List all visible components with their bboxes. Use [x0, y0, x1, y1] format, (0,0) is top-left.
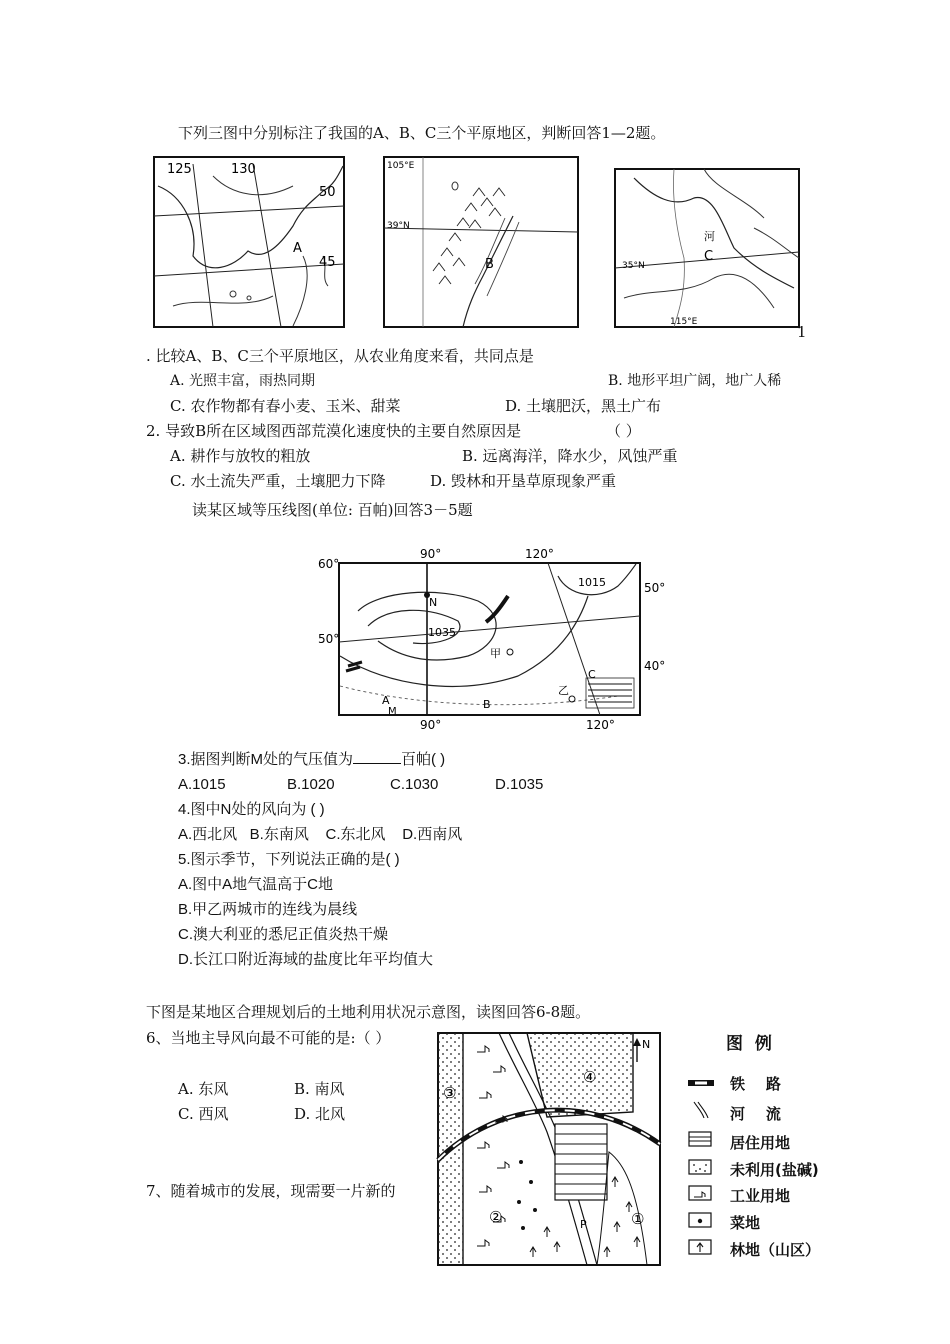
map-c — [614, 168, 800, 328]
legend-item-river: 河 流 — [730, 1105, 781, 1123]
legend-vegetable-icon — [689, 1213, 711, 1227]
page-number: 1 — [797, 323, 807, 341]
legend-item-residential: 居住用地 — [730, 1134, 791, 1152]
q3-stem-post: 百帕( ) — [401, 751, 446, 768]
q6-stem: 6、当地主导风向最不可能的是:（ ） — [146, 1029, 391, 1047]
q5-option-a[interactable]: A.图中A地气温高于C地 — [178, 876, 334, 893]
q6-option-a[interactable]: A. 东风 — [178, 1080, 229, 1098]
q5-option-d[interactable]: D.长江口附近海域的盐度比年平均值大 — [178, 951, 434, 968]
zone-4: ④ — [583, 1068, 597, 1086]
lon-bot-90: 90° — [420, 718, 442, 732]
map-a — [153, 156, 345, 328]
q3-option-a[interactable]: A.1015 — [178, 776, 226, 793]
q7-stem: 7、随着城市的发展，现需要一片新的 — [146, 1182, 396, 1200]
point-jia: 甲 — [490, 647, 501, 660]
q1-option-d[interactable]: D. 土壤肥沃，黑土广布 — [505, 397, 662, 415]
map-c-label: C — [704, 249, 714, 264]
zone-2: ② — [489, 1208, 503, 1226]
point-yi: 乙 — [558, 684, 569, 697]
legend-river-icon — [694, 1102, 708, 1118]
zone-1: ① — [631, 1210, 645, 1228]
q2-option-b[interactable]: B. 远离海洋，降水少，风蚀严重 — [462, 447, 678, 465]
q6-option-b[interactable]: B. 南风 — [294, 1080, 345, 1098]
q2-option-d[interactable]: D. 毁林和开垦草原现象严重 — [430, 472, 617, 490]
q3-stem-pre: 3.据图判断M处的气压值为 — [178, 751, 354, 768]
lon-top-90: 90° — [420, 547, 442, 561]
lat-left-60: 60° — [318, 557, 340, 571]
q2-option-c[interactable]: C. 水土流失严重，土壤肥力下降 — [170, 472, 386, 490]
legend-residential-icon — [689, 1132, 711, 1146]
point-n: N — [429, 596, 438, 609]
map-b-lat: 39°N — [387, 221, 410, 231]
lon-top-120: 120° — [525, 547, 554, 561]
lon-bot-120: 120° — [586, 718, 615, 732]
map-a-label: A — [293, 241, 302, 256]
isobar-1015: 1015 — [578, 576, 606, 589]
north-label: N — [642, 1038, 651, 1051]
point-c: C — [588, 668, 596, 681]
legend-title: 图 例 — [726, 1034, 772, 1054]
q1-option-c[interactable]: C. 农作物都有春小麦、玉米、甜菜 — [170, 397, 401, 415]
q2-paren: （ ） — [606, 422, 641, 440]
map-a-lon1: 125 — [167, 162, 192, 177]
q4-options[interactable]: A.西北风 B.东南风 C.东北风 D.西南风 — [178, 826, 463, 843]
map-b-lon: 105°E — [387, 161, 415, 171]
lat-right-40: 40° — [644, 659, 666, 673]
lat-right-50: 50° — [644, 581, 666, 595]
legend-unused-icon — [689, 1160, 711, 1174]
q1-option-b[interactable]: B. 地形平坦广阔，地广人稀 — [608, 373, 782, 389]
isobar-map — [318, 546, 668, 736]
legend-item-industrial: 工业用地 — [730, 1187, 791, 1205]
q3-option-d[interactable]: D.1035 — [495, 776, 544, 793]
point-a: A — [382, 694, 390, 707]
q4-stem: 4.图中N处的风向为 ( ) — [178, 801, 325, 818]
q6-option-c[interactable]: C. 西风 — [178, 1105, 229, 1123]
intro-3: 下图是某地区合理规划后的土地利用状况示意图，读图回答6-8题。 — [146, 1003, 591, 1021]
zone-3: ③ — [443, 1084, 457, 1102]
point-p: P — [580, 1218, 587, 1231]
map-c-river: 河 — [704, 230, 715, 243]
q5-stem: 5.图示季节，下列说法正确的是( ) — [178, 851, 400, 868]
legend-icons — [686, 1070, 716, 1270]
legend-item-unused: 未利用(盐碱) — [730, 1161, 819, 1179]
q5-option-c[interactable]: C.澳大利亚的悉尼正值炎热干燥 — [178, 926, 389, 943]
intro-2: 读某区域等压线图(单位: 百帕)回答3－5题 — [192, 501, 473, 519]
legend-industrial-icon — [689, 1186, 711, 1200]
lat-left-50: 50° — [318, 632, 340, 646]
legend-forest-icon — [689, 1240, 711, 1254]
land-use-map — [437, 1032, 661, 1266]
map-a-lat1: 50 — [319, 185, 336, 200]
map-b-label: B — [485, 257, 494, 272]
map-c-lon: 115°E — [670, 317, 698, 327]
point-b: B — [483, 698, 491, 711]
isobar-1035: 1035 — [428, 626, 456, 639]
q3-option-c[interactable]: C.1030 — [390, 776, 439, 793]
legend-item-forest: 林地（山区） — [730, 1241, 821, 1259]
q3-stem — [178, 749, 445, 770]
q5-option-b[interactable]: B.甲乙两城市的连线为晨线 — [178, 901, 358, 918]
legend-railway-icon — [688, 1080, 714, 1086]
q3-answer-blank[interactable] — [353, 749, 401, 764]
map-b — [383, 156, 579, 328]
legend-item-vegetable: 菜地 — [730, 1214, 761, 1232]
map-c-lat: 35°N — [622, 261, 645, 271]
q2-stem: 2. 导致B所在区域图西部荒漠化速度快的主要自然原因是 — [146, 422, 522, 440]
q2-option-a[interactable]: A. 耕作与放牧的粗放 — [170, 447, 311, 465]
q3-option-b[interactable]: B.1020 — [287, 776, 335, 793]
map-a-lon2: 130 — [231, 162, 256, 177]
legend-item-railway: 铁 路 — [730, 1075, 781, 1093]
map-a-lat2: 45 — [319, 255, 336, 270]
q1-stem: . 比较A、B、C三个平原地区，从农业角度来看，共同点是 — [146, 347, 534, 365]
intro-1: 下列三图中分别标注了我国的A、B、C三个平原地区，判断回答1—2题。 — [178, 124, 666, 142]
q6-option-d[interactable]: D. 北风 — [294, 1105, 346, 1123]
point-m: M — [388, 706, 397, 717]
q1-option-a[interactable]: A. 光照丰富，雨热同期 — [170, 373, 316, 389]
